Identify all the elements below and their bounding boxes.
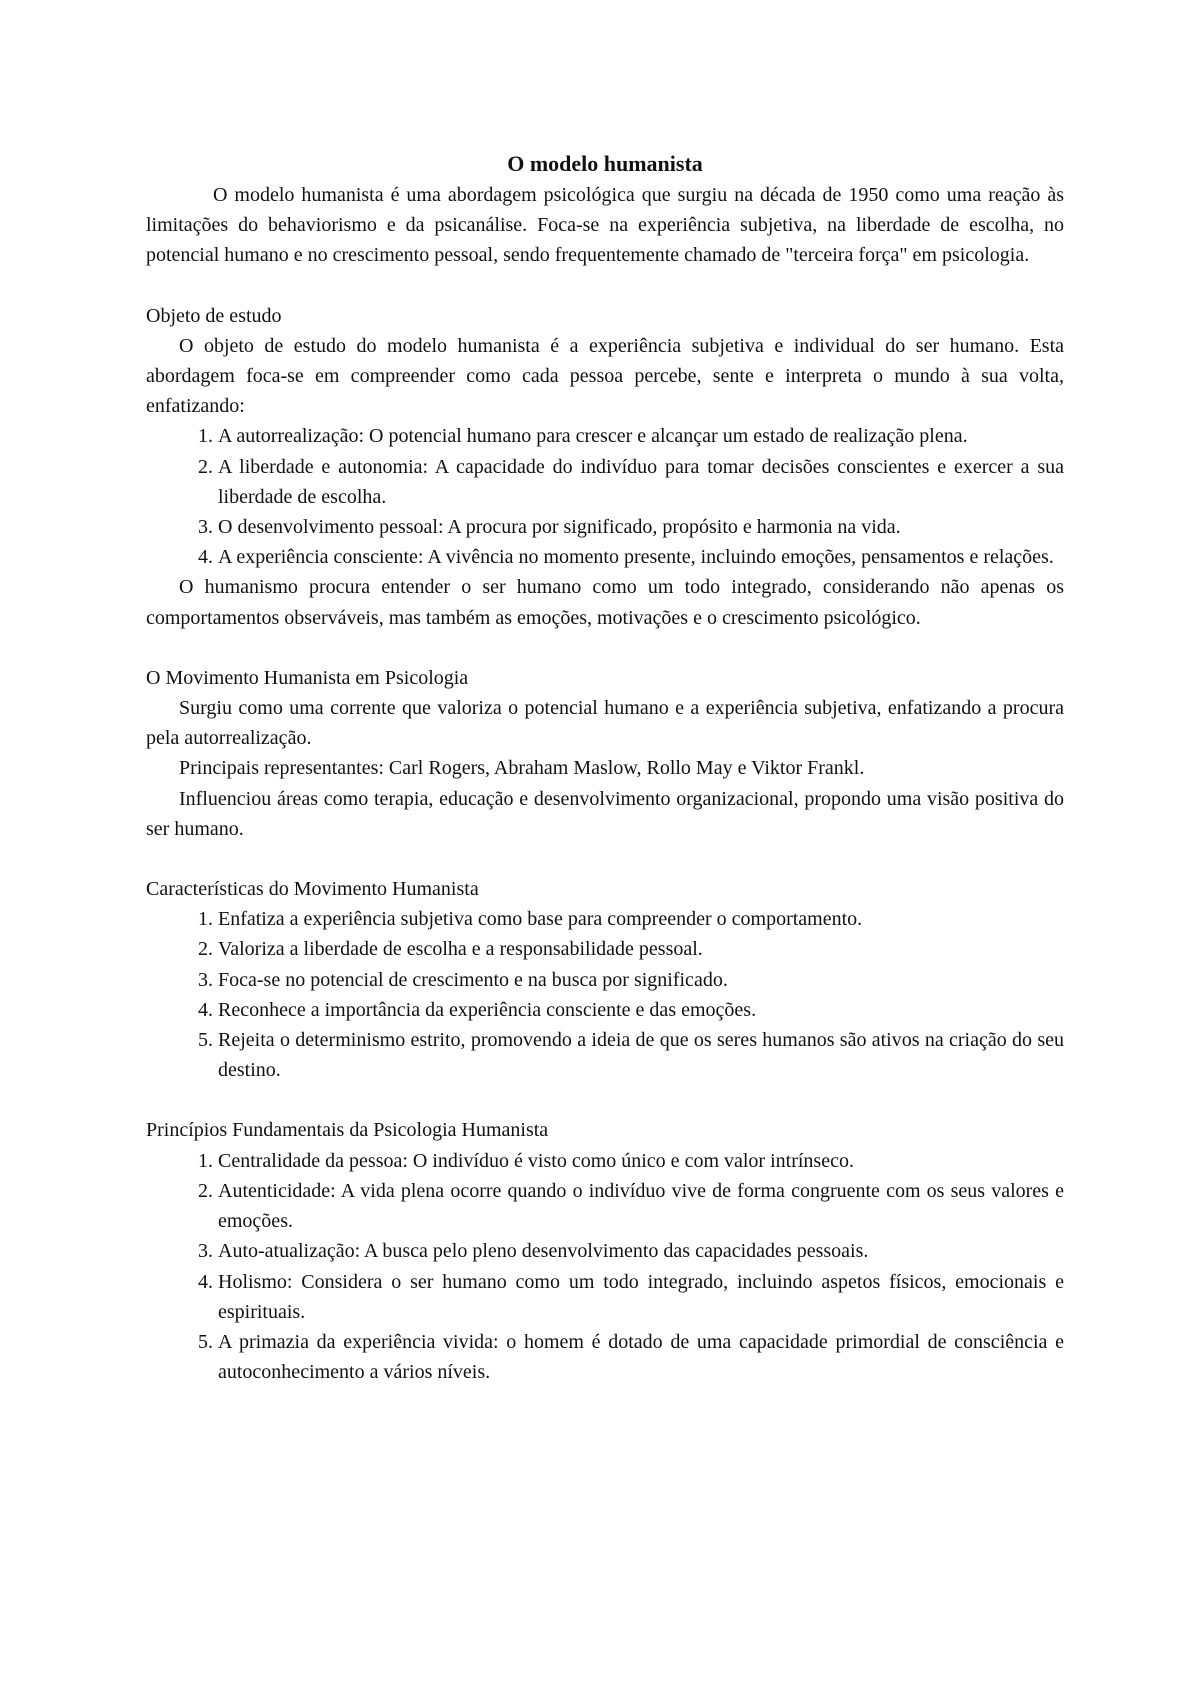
list-item: 3. O desenvolvimento pessoal: A procura por significado, propósito e harmonia na vida. (218, 512, 1064, 542)
document-title: O modelo humanista (507, 151, 703, 176)
section-heading-principios: Princípios Fundamentais da Psicologia Humanista (146, 1119, 549, 1142)
list-item: 2. Autenticidade: A vida plena ocorre quando o indivíduo vive de forma congruente com os seus valores e emoções. (218, 1176, 1064, 1236)
movimento-paragraph-2: Principais representantes: Carl Rogers, Abraham Maslow, Rollo May e Viktor Frankl. (179, 757, 865, 780)
section-paragraph-objeto: O objeto de estudo do modelo humanista é a experiência subjetiva e individual do ser humano. Esta abordagem foca-se em compreender como cada pessoa percebe, sente e interpreta o mundo à sua volta, enfatizando: (146, 334, 1064, 418)
list-item: 3. Foca-se no potencial de crescimento e na busca por significado. (218, 965, 1064, 995)
list-item: 5. Rejeita o determinismo estrito, promovendo a ideia de que os seres humanos são ativos na criação do seu destino. (218, 1025, 1064, 1085)
section-heading-caracteristicas: Características do Movimento Humanista (146, 878, 479, 901)
list-item: 4. Holismo: Considera o ser humano como um todo integrado, incluindo aspetos físicos, emocionais e espirituais. (218, 1267, 1064, 1327)
list-item: 2. A liberdade e autonomia: A capacidade do indivíduo para tomar decisões conscientes e exercer a sua liberdade de escolha. (218, 452, 1064, 512)
caracteristicas-list (146, 904, 1064, 1085)
list-item: 5. A primazia da experiência vivida: o homem é dotado de uma capacidade primordial de consciência e autoconhecimento a vários níveis. (218, 1327, 1064, 1387)
list-item: 3. Auto-atualização: A busca pelo pleno desenvolvimento das capacidades pessoais. (218, 1236, 1064, 1266)
principios-list (146, 1146, 1064, 1388)
intro-paragraph: O modelo humanista é uma abordagem psicológica que surgiu na década de 1950 como uma reação às limitações do behaviorismo e da psicanálise. Foca-se na experiência subjetiva, na liberdade de escolha, no potencial humano e no crescimento pessoal, sendo frequentemente chamado de "terceira força" em psicologia. (146, 184, 1064, 267)
list-item: 1. Enfatiza a experiência subjetiva como base para compreender o comportamento. (218, 904, 1064, 934)
list-item: 1. A autorrealização: O potencial humano para crescer e alcançar um estado de realização plena. (218, 421, 1064, 451)
list-item: 4. A experiência consciente: A vivência no momento presente, incluindo emoções, pensamentos e relações. (218, 542, 1064, 572)
movimento-paragraph-3: Influenciou áreas como terapia, educação e desenvolvimento organizacional, propondo uma visão positiva do ser humano. (146, 787, 1064, 840)
list-item: 4. Reconhece a importância da experiência consciente e das emoções. (218, 995, 1064, 1025)
list-item: 2. Valoriza a liberdade de escolha e a responsabilidade pessoal. (218, 934, 1064, 964)
section-heading-objeto: Objeto de estudo (146, 304, 282, 327)
section-closing-objeto: O humanismo procura entender o ser humano como um todo integrado, considerando não apenas os comportamentos observáveis, mas também as emoções, motivações e o crescimento psicológico. (146, 576, 1064, 629)
list-item: 1. Centralidade da pessoa: O indivíduo é visto como único e com valor intrínseco. (218, 1146, 1064, 1176)
section-heading-movimento: O Movimento Humanista em Psicologia (146, 666, 469, 689)
movimento-paragraph-1: Surgiu como uma corrente que valoriza o potencial humano e a experiência subjetiva, enfatizando a procura pela autorrealização. (146, 697, 1064, 750)
objeto-list (146, 421, 1064, 572)
